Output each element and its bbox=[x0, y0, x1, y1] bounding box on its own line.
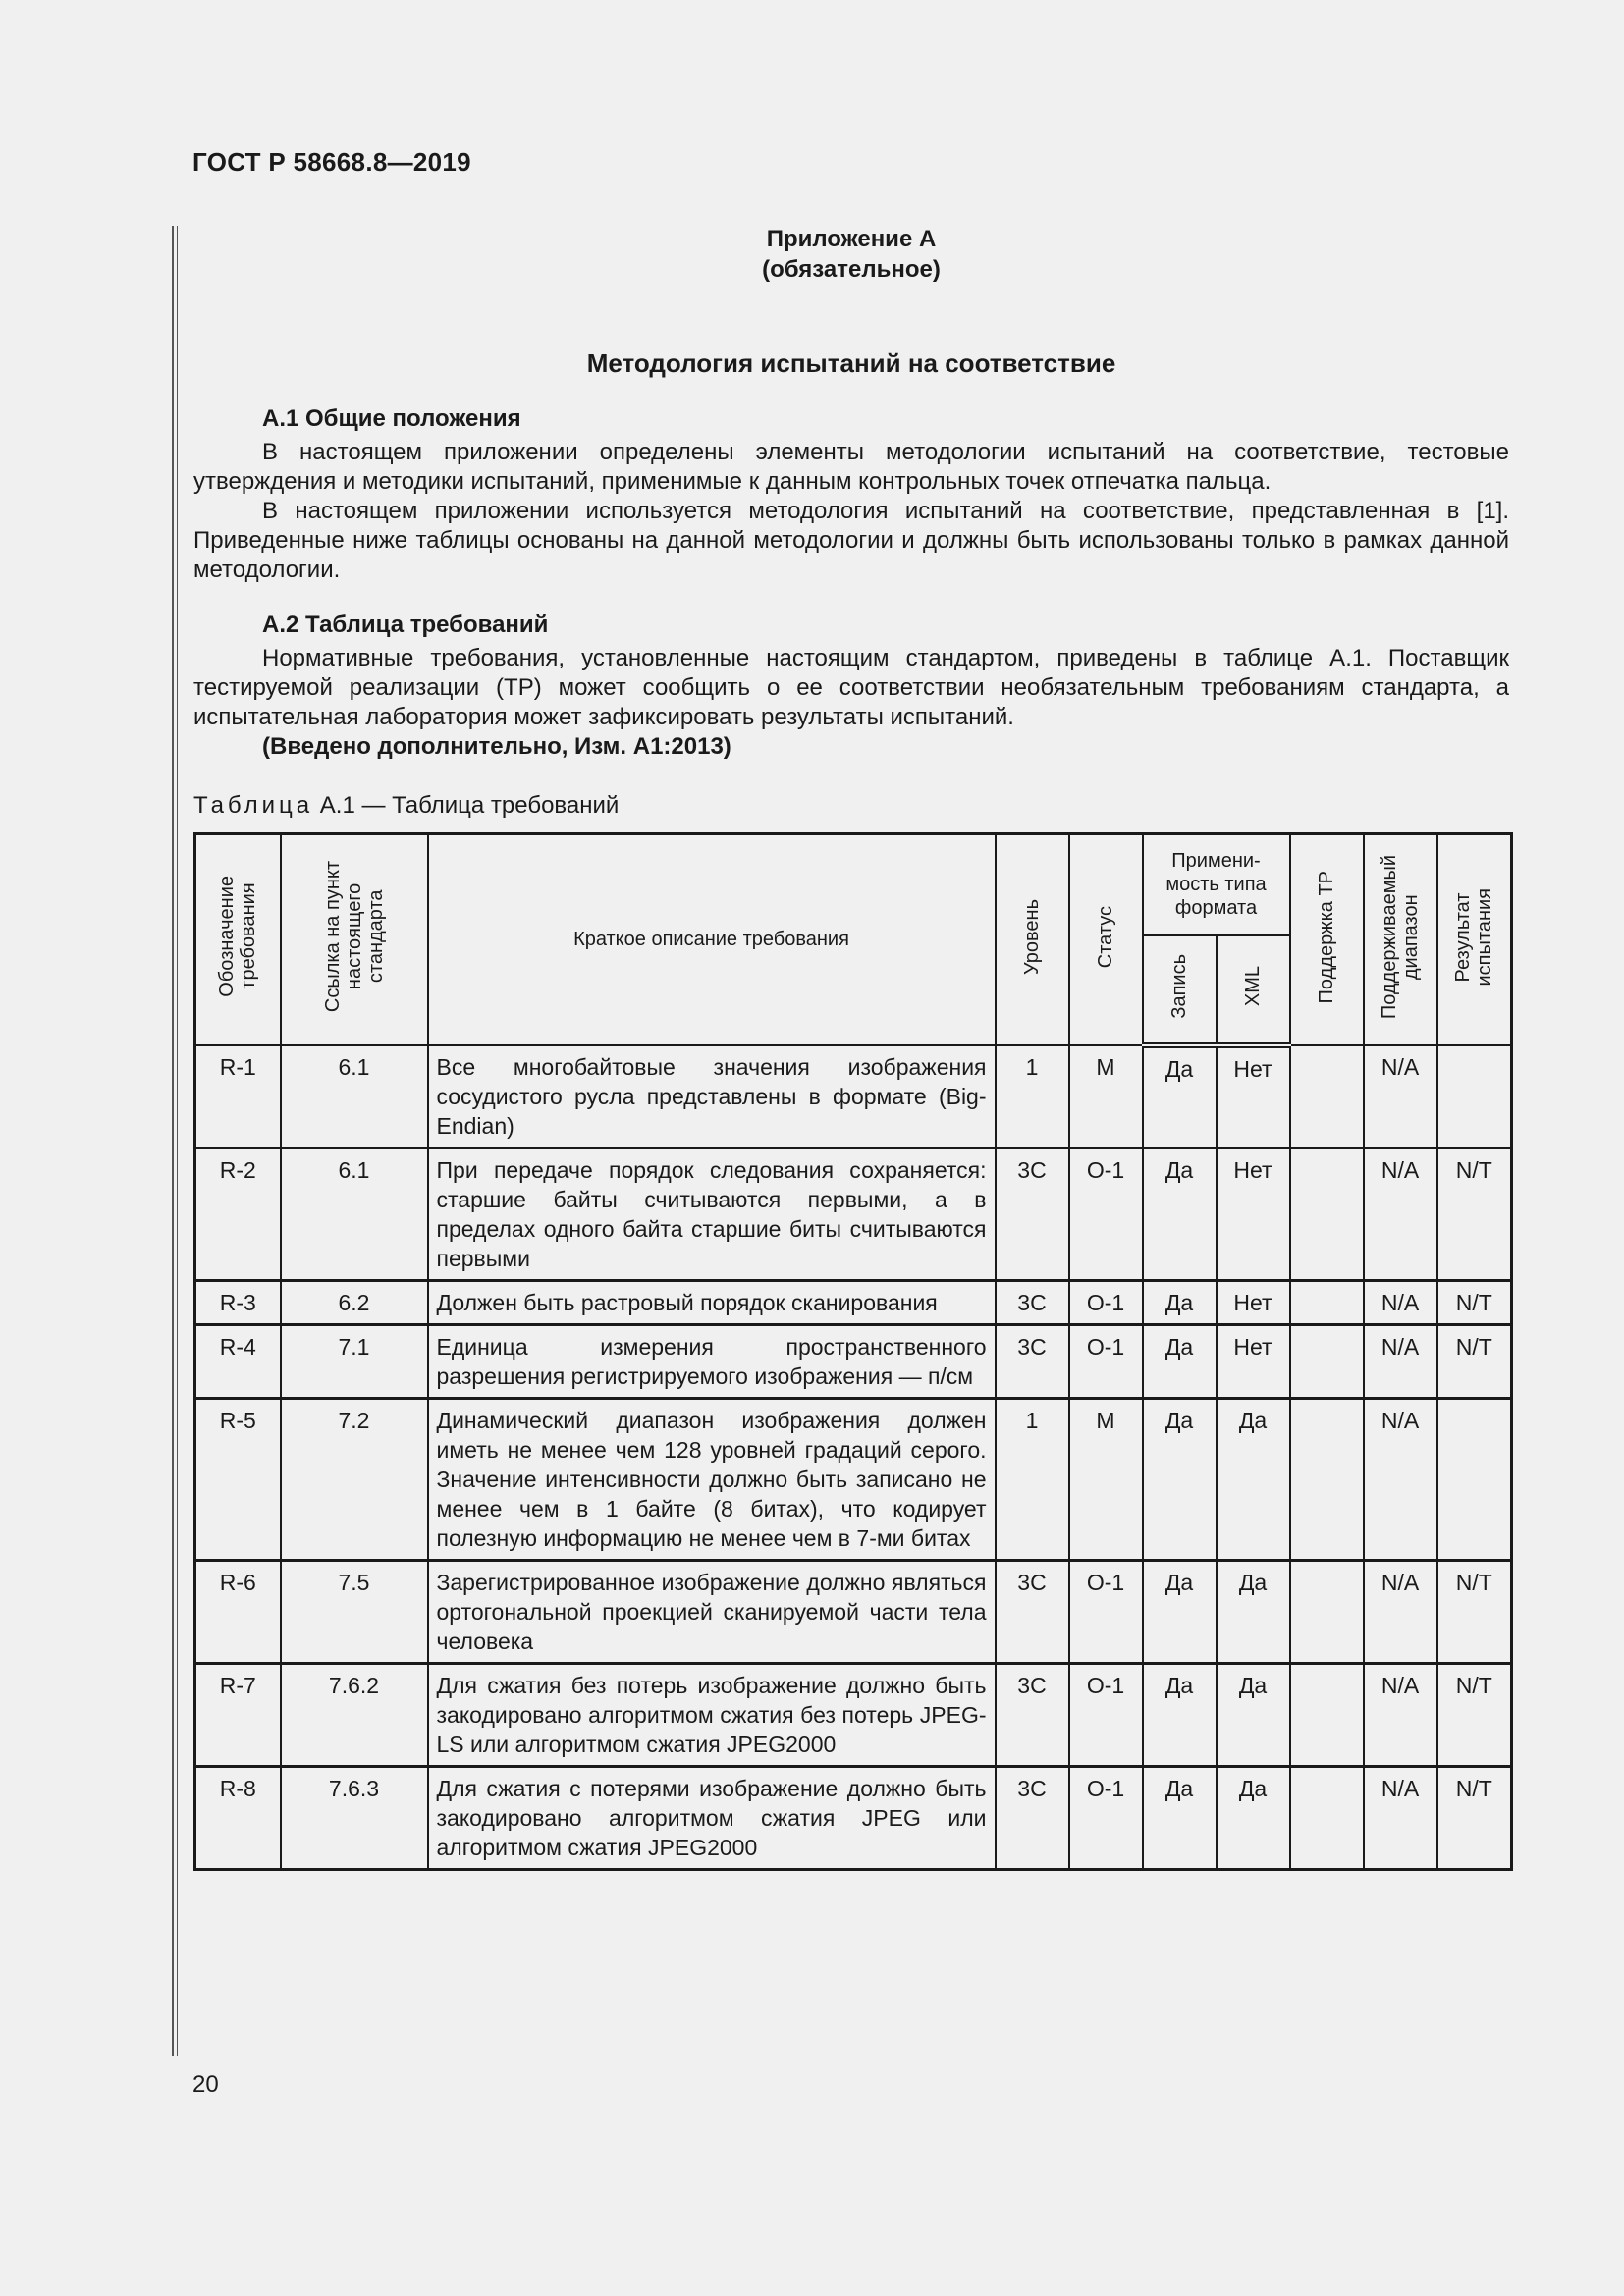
req-description: Динамический диапазон изображения должен иметь не менее чем 128 уровней градаций серого. Значение интенсивности должно быть записано не менее чем в 1 байте (8 битах), что кодирует полезную информацию не менее чем в 7-ми битах bbox=[428, 1398, 996, 1560]
req-id: R-6 bbox=[195, 1560, 281, 1663]
requirements-table bbox=[193, 832, 1513, 1871]
req-status: O-1 bbox=[1069, 1280, 1143, 1324]
table-row bbox=[195, 1280, 1512, 1324]
req-status: O-1 bbox=[1069, 1663, 1143, 1766]
req-ref: 6.1 bbox=[281, 1148, 428, 1280]
amendment-note: (Введено дополнительно, Изм. А1:2013) bbox=[262, 733, 731, 760]
col-header-id: Обозначение требования bbox=[195, 834, 281, 1045]
req-range: N/A bbox=[1364, 1560, 1437, 1663]
req-level: 3C bbox=[996, 1663, 1069, 1766]
req-record: Да bbox=[1143, 1324, 1217, 1398]
req-level: 3C bbox=[996, 1766, 1069, 1869]
req-xml: Да bbox=[1217, 1560, 1290, 1663]
req-record: Да bbox=[1143, 1560, 1217, 1663]
req-support bbox=[1290, 1280, 1364, 1324]
page-content bbox=[193, 224, 1509, 1871]
req-description: Должен быть растровый порядок сканирования bbox=[428, 1280, 996, 1324]
annex-subtitle: (обязательное) bbox=[762, 256, 941, 283]
req-ref: 7.6.2 bbox=[281, 1663, 428, 1766]
req-status: O-1 bbox=[1069, 1324, 1143, 1398]
col-header-support: Поддержка ТР bbox=[1290, 834, 1364, 1045]
req-level: 3C bbox=[996, 1148, 1069, 1280]
req-id: R-3 bbox=[195, 1280, 281, 1324]
section-a1-title: А.1 Общие положения bbox=[262, 405, 521, 432]
table-caption-text: А.1 — Таблица требований bbox=[313, 792, 620, 819]
table-row bbox=[195, 1324, 1512, 1398]
req-status: M bbox=[1069, 1045, 1143, 1148]
req-result: N/T bbox=[1437, 1766, 1512, 1869]
req-range: N/A bbox=[1364, 1766, 1437, 1869]
margin-rule bbox=[172, 226, 178, 2056]
section-a1-paragraph-1: В настоящем приложении определены элементы методологии испытаний на соответствие, тестовые утверждения и методики испытаний, применимые к данным контрольных точек отпечатка пальца. bbox=[193, 439, 1509, 495]
req-description: Для сжатия без потерь изображение должно быть закодировано алгоритмом сжатия без потерь JPEG-LS или алгоритмом сжатия JPEG2000 bbox=[428, 1663, 996, 1766]
table-row bbox=[195, 1398, 1512, 1560]
col-header-result: Результат испытания bbox=[1437, 834, 1512, 1045]
req-record: Да bbox=[1143, 1663, 1217, 1766]
req-range: N/A bbox=[1364, 1280, 1437, 1324]
req-status: O-1 bbox=[1069, 1560, 1143, 1663]
section-a2-title: А.2 Таблица требований bbox=[262, 612, 549, 638]
req-level: 1 bbox=[996, 1045, 1069, 1148]
col-header-ref: Ссылка на пункт настоящего стандарта bbox=[281, 834, 428, 1045]
req-record: Да bbox=[1143, 1280, 1217, 1324]
table-caption-prefix: Таблица bbox=[193, 792, 314, 819]
req-description: Зарегистрированное изображение должно являться ортогональной проекцией сканируемой части тела человека bbox=[428, 1560, 996, 1663]
req-support bbox=[1290, 1045, 1364, 1148]
req-status: O-1 bbox=[1069, 1148, 1143, 1280]
req-level: 3C bbox=[996, 1560, 1069, 1663]
req-record: Да bbox=[1143, 1045, 1217, 1148]
req-level: 3C bbox=[996, 1324, 1069, 1398]
table-row bbox=[195, 1560, 1512, 1663]
req-ref: 7.6.3 bbox=[281, 1766, 428, 1869]
req-id: R-2 bbox=[195, 1148, 281, 1280]
col-header-desc: Краткое описание требования bbox=[428, 834, 996, 1045]
req-result: N/T bbox=[1437, 1324, 1512, 1398]
req-result bbox=[1437, 1045, 1512, 1148]
section-a1-paragraph-2: В настоящем приложении используется методология испытаний на соответствие, представленная в [1]. Приведенные ниже таблицы основаны на данной методологии и должны быть использованы только в рамках данной методологии. bbox=[193, 498, 1509, 583]
req-ref: 6.2 bbox=[281, 1280, 428, 1324]
req-range: N/A bbox=[1364, 1148, 1437, 1280]
req-xml: Да bbox=[1217, 1398, 1290, 1560]
req-result: N/T bbox=[1437, 1663, 1512, 1766]
req-id: R-5 bbox=[195, 1398, 281, 1560]
col-header-range: Поддерживаемый диапазон bbox=[1364, 834, 1437, 1045]
req-level: 1 bbox=[996, 1398, 1069, 1560]
req-range: N/A bbox=[1364, 1663, 1437, 1766]
req-ref: 6.1 bbox=[281, 1045, 428, 1148]
req-description: При передаче порядок следования сохраняется: старшие байты считываются первыми, а в пределах одного байта старшие биты считываются первыми bbox=[428, 1148, 996, 1280]
requirements-table-body bbox=[195, 1045, 1512, 1870]
standard-header: ГОСТ Р 58668.8—2019 bbox=[192, 147, 471, 177]
table-row bbox=[195, 1766, 1512, 1869]
req-ref: 7.5 bbox=[281, 1560, 428, 1663]
annex-heading: Методология испытаний на соответствие bbox=[586, 348, 1116, 378]
req-record: Да bbox=[1143, 1148, 1217, 1280]
req-support bbox=[1290, 1766, 1364, 1869]
req-id: R-4 bbox=[195, 1324, 281, 1398]
req-description: Единица измерения пространственного разрешения регистрируемого изображения — п/см bbox=[428, 1324, 996, 1398]
req-description: Все многобайтовые значения изображения сосудистого русла представлены в формате (Big-Endian) bbox=[428, 1045, 996, 1148]
req-status: O-1 bbox=[1069, 1766, 1143, 1869]
req-xml: Да bbox=[1217, 1766, 1290, 1869]
req-ref: 7.2 bbox=[281, 1398, 428, 1560]
req-xml: Нет bbox=[1217, 1045, 1290, 1148]
req-xml: Нет bbox=[1217, 1148, 1290, 1280]
col-header-applicability: Примени- мость типа формата bbox=[1143, 834, 1290, 935]
req-xml: Да bbox=[1217, 1663, 1290, 1766]
req-support bbox=[1290, 1663, 1364, 1766]
req-range: N/A bbox=[1364, 1045, 1437, 1148]
req-level: 3C bbox=[996, 1280, 1069, 1324]
req-support bbox=[1290, 1148, 1364, 1280]
req-id: R-7 bbox=[195, 1663, 281, 1766]
req-ref: 7.1 bbox=[281, 1324, 428, 1398]
annex-title: Приложение А bbox=[766, 226, 937, 252]
col-header-record: Запись bbox=[1143, 935, 1217, 1045]
table-caption bbox=[193, 791, 1509, 821]
section-a2-paragraph-1: Нормативные требования, установленные настоящим стандартом, приведены в таблице А.1. Поставщик тестируемой реализации (ТР) может сообщить о ее соответствии необязательным требованиям стандарта, а испытательная лаборатория может зафиксировать результаты испытаний. bbox=[193, 645, 1509, 730]
req-status: M bbox=[1069, 1398, 1143, 1560]
req-result: N/T bbox=[1437, 1280, 1512, 1324]
req-record: Да bbox=[1143, 1398, 1217, 1560]
table-row bbox=[195, 1148, 1512, 1280]
col-header-level: Уровень bbox=[996, 834, 1069, 1045]
req-result: N/T bbox=[1437, 1560, 1512, 1663]
req-record: Да bbox=[1143, 1766, 1217, 1869]
req-id: R-8 bbox=[195, 1766, 281, 1869]
req-range: N/A bbox=[1364, 1324, 1437, 1398]
req-result bbox=[1437, 1398, 1512, 1560]
req-result: N/T bbox=[1437, 1148, 1512, 1280]
req-support bbox=[1290, 1560, 1364, 1663]
req-id: R-1 bbox=[195, 1045, 281, 1148]
req-support bbox=[1290, 1324, 1364, 1398]
table-row bbox=[195, 1045, 1512, 1148]
table-row bbox=[195, 1663, 1512, 1766]
req-description: Для сжатия с потерями изображение должно быть закодировано алгоритмом сжатия JPEG или алгоритмом сжатия JPEG2000 bbox=[428, 1766, 996, 1869]
req-support bbox=[1290, 1398, 1364, 1560]
col-header-xml: XML bbox=[1217, 935, 1290, 1045]
req-xml: Нет bbox=[1217, 1280, 1290, 1324]
page-number: 20 bbox=[192, 2071, 219, 2098]
req-xml: Нет bbox=[1217, 1324, 1290, 1398]
col-header-status: Статус bbox=[1069, 834, 1143, 1045]
req-range: N/A bbox=[1364, 1398, 1437, 1560]
